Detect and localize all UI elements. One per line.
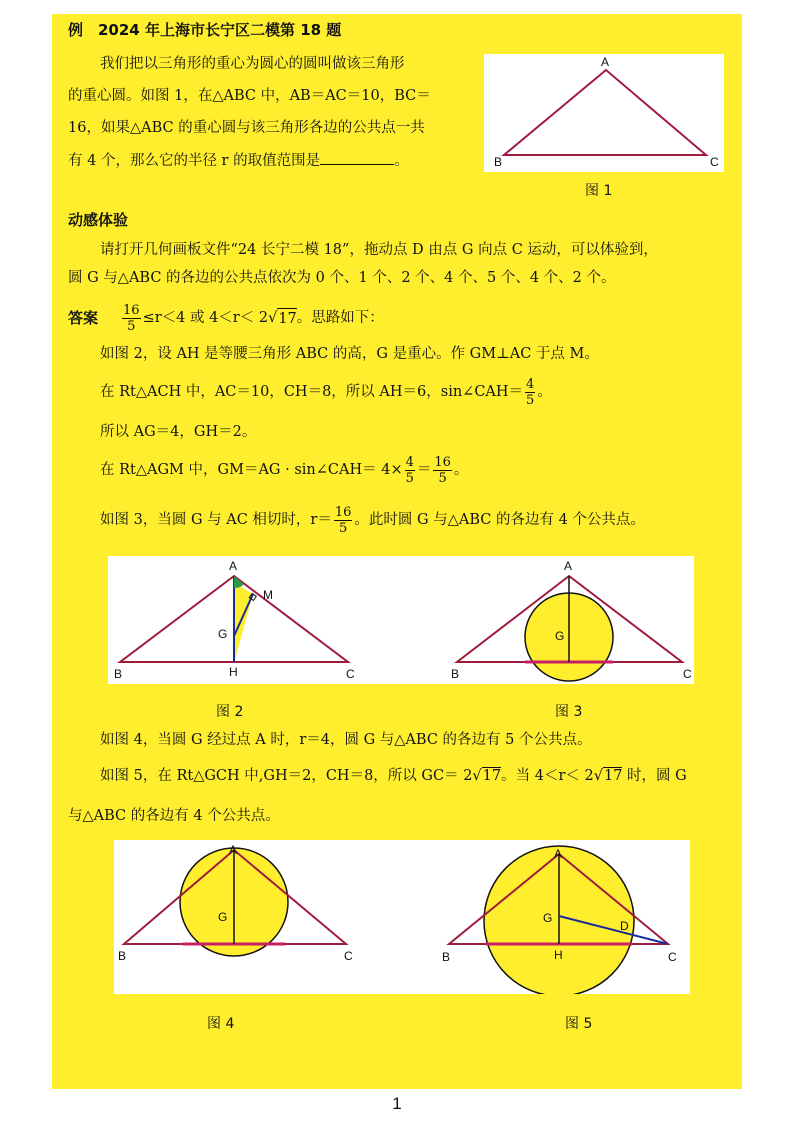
experience-line-2: 圆 G 与△ABC 的各边的公共点依次为 0 个、1 个、2 个、4 个、5 个、4 个、2 个。	[68, 270, 616, 286]
answer-line: 答案 $\frac{16}{5}$ ≤r＜4 或 4＜r＜ 2 √ 17 。思路如下：	[68, 302, 384, 334]
fig5-label-b: B	[442, 950, 451, 964]
fraction-denominator: 5	[526, 392, 535, 408]
fig2-label-b: B	[114, 667, 123, 681]
figures-2-3-diagram	[108, 556, 694, 684]
problem-line-4-end: 。	[394, 153, 409, 169]
fig4-label-g: G	[218, 910, 228, 924]
fig5-label-g: G	[543, 911, 553, 925]
fig5-label-h: H	[554, 948, 563, 962]
fig5-label-a: A	[554, 847, 563, 861]
fig4-label-b: B	[118, 949, 127, 963]
solution-line-5	[100, 500, 645, 540]
solution-line-2-text: 在 Rt△ACH 中，AC＝10，CH＝8，所以 AH＝6，sin∠CAH＝	[100, 384, 524, 400]
figure-1	[484, 54, 724, 172]
solution-line-7-mid: 。当 4＜r＜ 2	[501, 768, 594, 784]
problem-line-2: 的重心圆。如图 1，在△ABC 中，AB＝AC＝10，BC＝	[68, 88, 431, 104]
solution-line-4-end: 。	[453, 462, 469, 478]
shaded-triangle-agm	[234, 583, 253, 663]
fig3-label-b: B	[451, 667, 460, 681]
figure-1-caption: 图 1	[585, 183, 613, 199]
figure-4-caption: 图 4	[207, 1016, 235, 1032]
fig4-label-a: A	[229, 843, 238, 857]
solution-line-5-text: 如图 3，当圆 G 与 AC 相切时，r＝	[100, 512, 332, 528]
fraction-numerator: 16	[334, 504, 352, 520]
fraction-denominator: 5	[438, 470, 447, 486]
fraction-denominator: 5	[338, 520, 348, 536]
figures-4-5-panel	[114, 840, 690, 994]
problem-line-3: 16，如果△ABC 的重心圆与该三角形各边的公共点一共	[68, 120, 425, 136]
solution-line-3: 所以 AG＝4，GH＝2。	[100, 424, 257, 440]
fraction-4-5	[405, 455, 415, 486]
fraction-numerator: 4	[405, 454, 414, 470]
solution-line-5-end: 。此时圆 G 与△ABC 的各边有 4 个公共点。	[354, 512, 645, 528]
solution-line-4-text: 在 Rt△AGM 中，GM＝AG · sin∠CAH＝ 4×	[100, 462, 403, 478]
problem-line-4-text: 有 4 个，那么它的半径 r 的取值范围是	[68, 153, 321, 169]
fraction-numerator: 16	[123, 302, 140, 318]
experience-line-1: 请打开几何画板文件“24 长宁二模 18”，拖动点 D 由点 G 向点 C 运动，可以体验到，	[100, 242, 658, 258]
solution-line-7: 如图 5，在 Rt△GCH 中,GH＝2，CH＝8，所以 GC＝ 2√17。当 4＜r＜ 2√17 时，圆 G	[100, 768, 687, 784]
figures-2-3-panel	[108, 556, 694, 684]
label-c: C	[710, 155, 719, 169]
fig5-label-d: D	[620, 919, 629, 933]
answer-tail: 。思路如下：	[296, 310, 384, 326]
solution-line-2	[100, 372, 552, 412]
solution-line-8: 与△ABC 的各边有 4 个公共点。	[68, 808, 280, 824]
fig2-label-g: G	[218, 627, 228, 641]
solution-line-1: 如图 2，设 AH 是等腰三角形 ABC 的高，G 是重心。作 GM⊥AC 于点 M。	[100, 346, 599, 362]
triangle-abc	[504, 70, 706, 155]
section-title: 动感体验	[68, 211, 129, 229]
solution-line-7-end: 时，圆 G	[622, 768, 687, 784]
figure-3-caption: 图 3	[555, 704, 583, 720]
fig2-label-c: C	[346, 667, 355, 681]
answer-sqrt: 17	[277, 308, 296, 329]
equals-sign: ＝	[416, 462, 432, 478]
answer-label: 答案	[68, 309, 99, 327]
solution-line-2-end: 。	[537, 384, 552, 400]
fig5-label-c: C	[668, 950, 677, 964]
radius-fraction	[334, 505, 353, 536]
problem-heading: 例 2024 年上海市长宁区二模第 18 题	[68, 21, 342, 39]
range-sqrt: 17	[603, 768, 623, 784]
figure-1-diagram	[484, 54, 724, 172]
fig3-label-g: G	[555, 629, 565, 643]
label-a: A	[601, 55, 610, 69]
label-b: B	[494, 155, 503, 169]
fraction-16-5	[433, 455, 452, 486]
fig2-label-a: A	[229, 559, 238, 573]
answer-fraction	[122, 303, 141, 334]
figures-4-5-diagram	[114, 840, 690, 994]
fig3-label-c: C	[683, 667, 692, 681]
solution-line-7-text: 如图 5，在 Rt△GCH 中,GH＝2，CH＝8，所以 GC＝ 2	[100, 768, 473, 784]
fig3-label-a: A	[564, 559, 573, 573]
fig4-label-c: C	[344, 949, 353, 963]
fraction-denominator: 5	[127, 318, 136, 334]
problem-line-4	[68, 150, 409, 171]
fig2-label-m: M	[263, 588, 273, 602]
solution-line-6: 如图 4，当圆 G 经过点 A 时，r＝4，圆 G 与△ABC 的各边有 5 个公共点。	[100, 732, 592, 748]
answer-range: ≤r＜4 或 4＜r＜ 2	[142, 310, 269, 326]
fraction-numerator: 16	[434, 454, 451, 470]
figure-5-caption: 图 5	[565, 1016, 593, 1032]
fig2-label-h: H	[229, 665, 238, 679]
figure-2-caption: 图 2	[216, 704, 244, 720]
solution-line-4	[100, 450, 468, 490]
fraction-denominator: 5	[405, 470, 414, 486]
sin-fraction	[525, 377, 535, 408]
problem-line-1: 我们把以三角形的重心为圆心的圆叫做该三角形	[100, 56, 405, 72]
answer-blank	[320, 150, 394, 165]
gc-sqrt: 17	[482, 768, 502, 784]
fraction-numerator: 4	[526, 376, 535, 392]
page-number: 1	[392, 1094, 402, 1113]
